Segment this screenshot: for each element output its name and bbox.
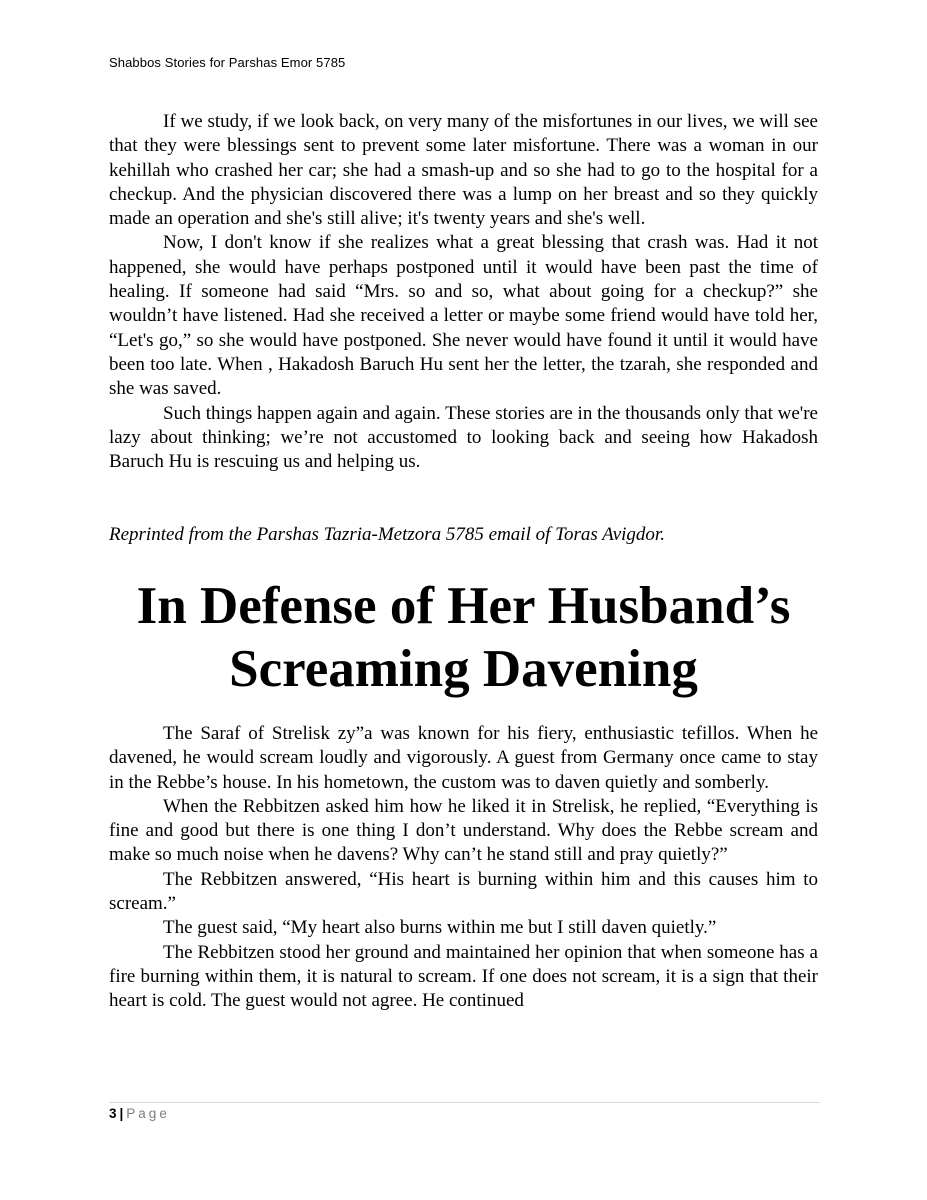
article-title-line-1: In Defense of Her Husband’s [136, 577, 791, 635]
page-footer [109, 1106, 170, 1121]
paragraph: If we study, if we look back, on very many of the misfortunes in our lives, we will see that they were blessings sent to prevent some later misfortune. There was a woman in our kehillah who crashed her car; she had a smash-up and so she had to go to the hospital for a checkup. And the physician discovered there was a lump on her breast and so they quickly made an operation and she's still alive; it's twenty years and she's well. [109, 111, 818, 230]
page-label: Page [126, 1106, 170, 1121]
paragraph: The Saraf of Strelisk zy”a was known for his fiery, enthusiastic tefillos. When he davened, he would scream loudly and vigorously. A guest from Germany once came to stay in the Rebbe’s house. In his hometown, the custom was to daven quietly and somberly. [109, 723, 818, 793]
page-number: 3 [109, 1106, 117, 1121]
article-body [109, 722, 818, 1014]
reprint-note: Reprinted from the Parshas Tazria-Metzora 5785 email of Toras Avigdor. [109, 524, 665, 545]
paragraph: The Rebbitzen stood her ground and maintained her opinion that when someone has a fire burning within them, it is natural to scream. If one does not scream, it is a sign that their heart is cold. The guest would not agree. He continued [109, 941, 818, 1012]
story-continuation [109, 110, 818, 474]
footer-separator: | [119, 1106, 124, 1121]
paragraph: The guest said, “My heart also burns within me but I still daven quietly.” [163, 917, 717, 939]
footer-divider [109, 1102, 820, 1103]
paragraph: When the Rebbitzen asked him how he liked it in Strelisk, he replied, “Everything is fine and good but there is one thing I don’t understand. Why does the Rebbe scream and make so much noise when he davens? Why can’t he stand still and pray quietly?” [109, 795, 818, 866]
paragraph: Now, I don't know if she realizes what a great blessing that crash was. Had it not happened, she would have perhaps postponed until it would have been past the time of healing. If someone had said “Mrs. so and so, what about going for a checkup?” she wouldn’t have listened. Had she received a letter or maybe some friend would have told her, “Let's go,” so she would have postponed. She never would have found it until it would have been too late. When , Hakadosh Baruch Hu sent her the letter, the tzarah, she responded and she was saved. [109, 232, 818, 400]
article-title-line-2: Screaming Davening [229, 640, 698, 698]
running-header: Shabbos Stories for Parshas Emor 5785 [109, 55, 346, 70]
paragraph: The Rebbitzen answered, “His heart is burning within him and this causes him to scream.” [109, 868, 818, 915]
article-title [80, 575, 847, 701]
paragraph: Such things happen again and again. These stories are in the thousands only that we're lazy about thinking; we’re not accustomed to looking back and seeing how Hakadosh Baruch Hu is rescuing us and helping us. [109, 402, 818, 473]
